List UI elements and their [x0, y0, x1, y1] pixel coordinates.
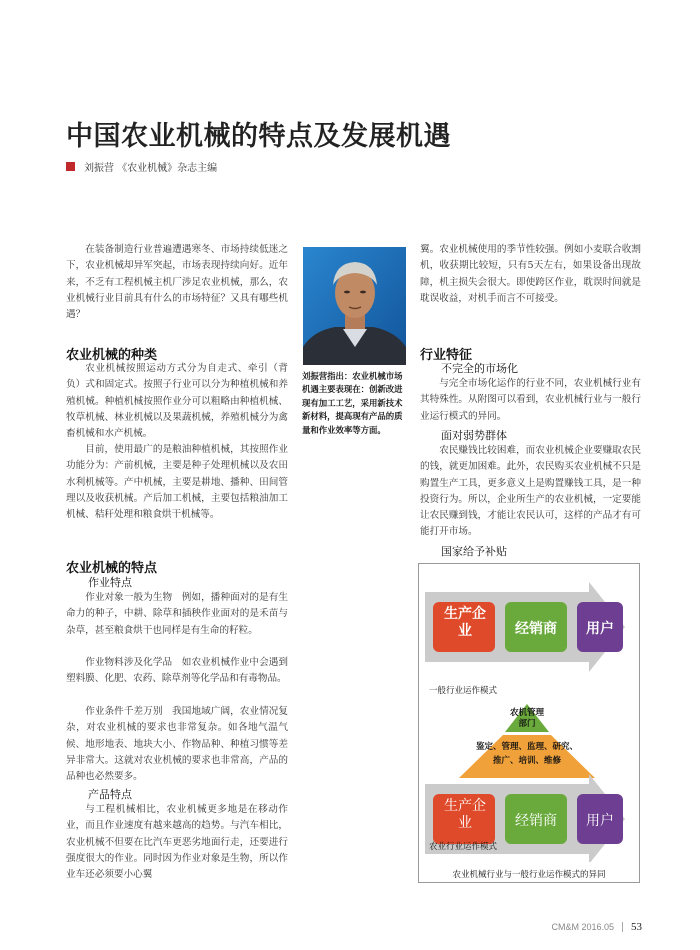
- subheading-market: 不完全的市场化: [441, 362, 518, 375]
- footer-divider: [622, 922, 623, 932]
- heading-industry: 行业特征: [420, 348, 473, 363]
- types-paragraph-2: 目前，使用最广的是粮油种植机械，其按照作业功能分为：产前机械，主要是种子处理机械以及农田水利机械等。产中机械，主要是耕地、播种、田间管理以及收获机械。产后加工机械，主要包括粮油加工机械、秸秆处理和粮食烘干机械等。: [66, 444, 288, 521]
- bottom-dealer-label: 经销商: [515, 813, 557, 829]
- photo-caption: 刘振营指出：农业机械市场机遇主要表现在：创新改进现有加工工艺，采用新技术新材料，提高现有产品的质量和作业效率等方面。: [302, 371, 403, 435]
- industry-model-diagram: [418, 563, 640, 883]
- magazine-issue: CM&M 2016.05: [551, 922, 614, 932]
- subheading-vulnerable: 面对弱势群体: [441, 429, 507, 442]
- page-number: 53: [631, 921, 642, 933]
- types-paragraph-1: 农业机械按照运动方式分为自走式、牵引（背负）式和固定式。按照子行业可以分为种植机械和养殖机械。种植机械按照作业分可以粗略由种植机械、牧草机械、林业机械以及果蔬机械，养殖机械分为禽畜机械和水产机械。: [66, 363, 288, 440]
- bottom-user-label: 用户: [586, 813, 614, 829]
- subheading-product: 产品特点: [88, 788, 132, 801]
- author-portrait-image: [303, 247, 406, 365]
- bottom-model-label: 农业行业运作模式: [429, 842, 498, 852]
- vulnerable-paragraph: 农民赚钱比较困难，而农业机械企业要赚取农民的钱，就更加困难。此外，农民购买农业机械不只是购置生产工具，更多意义上是购置赚钱工具，是一种投资行为。所以，企业所生产的农业机械，一定要能让农民赚到钱，才能让农民认可，这样的产品才有可能打开市场。: [420, 445, 641, 538]
- top-model-label: 一般行业运作模式: [429, 686, 498, 696]
- top-dealer-label: 经销商: [515, 621, 557, 637]
- subheading-operation: 作业特点: [88, 576, 132, 589]
- top-user-label: 用户: [586, 621, 614, 637]
- operation-paragraph-1: 作业对象一般为生物 例如，播种面对的是有生命力的种子，中耕、除草和插秧作业面对的是禾苗与杂草，甚至粮食烘干也同样是有生命的籽粒。: [66, 592, 288, 636]
- article-title: 中国农业机械的特点及发展机遇: [66, 121, 451, 152]
- byline-text: 刘振营 《农业机械》杂志主编: [84, 162, 218, 174]
- author-photo: [303, 247, 406, 365]
- continued-paragraph: 翼。农业机械使用的季节性较强。例如小麦联合收割机，收获期比较短，只有5天左右，如果设备出现故障，机主损失会很大。即使跨区作业，耽误时间就是耽误收益，对机手而言不可接受。: [420, 244, 641, 304]
- top-producer-label: 生产企业: [444, 606, 486, 639]
- bullet-square-icon: [66, 162, 75, 171]
- byline: [66, 158, 217, 174]
- intro-paragraph: 在装备制造行业普遍遭遇寒冬、市场持续低迷之下，农业机械却异军突起，市场表现持续向好。近年来，不乏有工程机械主机厂涉足农业机械，那么，农业机械行业目前具有什么的市场特征？又具有哪些机遇？: [66, 244, 288, 321]
- heading-types: 农业机械的种类: [66, 348, 158, 363]
- pyramid-top-label: 农机管理部门: [509, 708, 544, 729]
- subheading-subsidy: 国家给予补贴: [441, 545, 507, 558]
- page-footer: [551, 921, 642, 933]
- operation-paragraph-2: 作业物料涉及化学品 如农业机械作业中会遇到塑料膜、化肥、农药、除草剂等化学品和有毒物品。: [66, 657, 288, 685]
- pyramid-middle-label: 鉴定、管理、监理、研究、推广、培训、维修: [475, 742, 578, 766]
- market-paragraph: 与完全市场化运作的行业不同，农业机械行业有其特殊性。从附图可以看到，农业机械行业与一般行业运行模式的异同。: [420, 378, 641, 422]
- operation-paragraph-3: 作业条件千差万别 我国地域广阔，农业情况复杂，对农业机械的要求也非常复杂。如各地气温气候、地形地表、地块大小、作物品种、种植习惯等差异非常大。这就对农业机械的要求也非常高，产品的品种也必然要多。: [66, 706, 288, 783]
- product-paragraph: 与工程机械相比，农业机械更多地是在移动作业，而且作业速度有越来越高的趋势。与汽车相比，农业机械不但要在比汽车更恶劣地面行走，还要进行强度很大的作业。同时因为作业对象是生物，所以作业车还必须要小心翼: [66, 804, 288, 881]
- diagram-caption: 农业机械行业与一般行业运作模式的异同: [452, 870, 606, 880]
- bottom-producer-label: 生产企业: [444, 798, 486, 831]
- heading-features: 农业机械的特点: [66, 561, 158, 576]
